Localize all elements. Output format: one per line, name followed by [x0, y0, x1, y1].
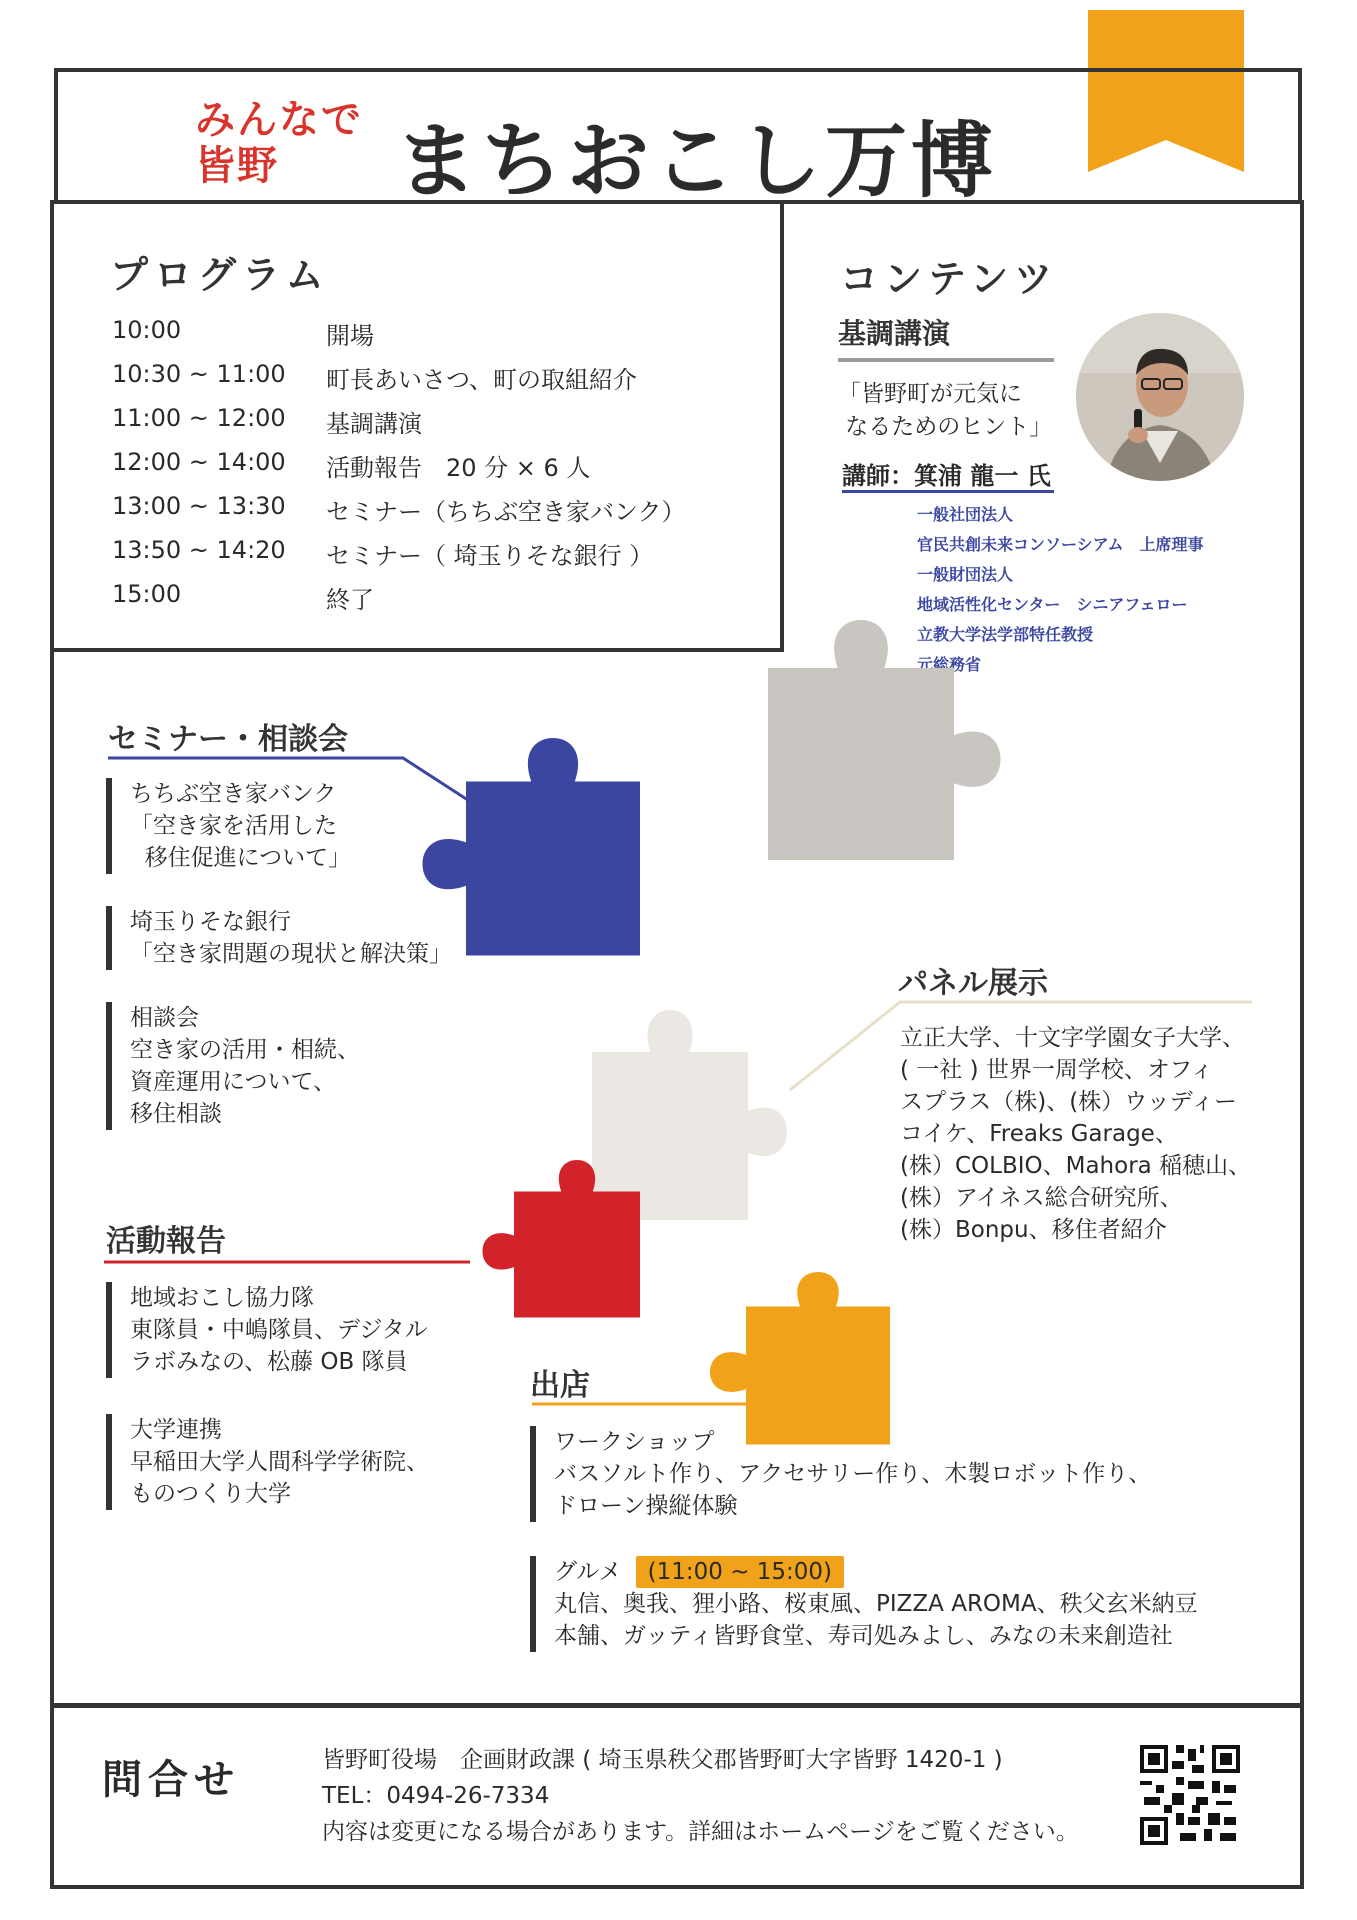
- contact-note: 内容は変更になる場合があります。詳細はホームページをご覧ください。: [322, 1819, 1079, 1845]
- contact-tel: TEL：0494-26-7334: [322, 1783, 550, 1809]
- workshop-text: バスソルト作り、アクセサリー作り、木製ロボット作り、 ドローン操縦体験: [554, 1461, 1152, 1519]
- page-title: まちおこし万博: [395, 114, 998, 209]
- activity-item: 地域おこし協力隊 東隊員・中嶋隊員、デジタル ラボみなの、松藤 OB 隊員: [106, 1282, 428, 1378]
- contact-details: [322, 1742, 1079, 1850]
- program-time: 13:50 ~ 14:20: [112, 536, 286, 564]
- program-time: 15:00: [112, 580, 182, 608]
- program-time: 10:00: [112, 316, 182, 344]
- program-item: セミナー（ちちぶ空き家バンク）: [326, 498, 686, 526]
- puzzle-piece-icon: [768, 620, 1001, 860]
- program-heading: プログラム: [110, 253, 330, 297]
- contact-address: 皆野町役場 企画財政課 ( 埼玉県秩父郡皆野町大字皆野 1420-1 ): [322, 1747, 1003, 1773]
- seminar-item: 埼玉りそな銀行 「空き家問題の現状と解決策」: [106, 906, 452, 970]
- seminar-item: 相談会 空き家の活用・相続、 資産運用について、 移住相談: [106, 1002, 360, 1130]
- program-item: 町長あいさつ、町の取組紹介: [326, 366, 638, 394]
- gourmet-time: (11:00 ~ 15:00): [636, 1556, 844, 1588]
- gourmet-block: [530, 1556, 1198, 1652]
- puzzle-piece-icon: [710, 1272, 890, 1445]
- workshop-label: ワークショップ: [554, 1429, 715, 1455]
- panel-heading: パネル展示: [898, 966, 1048, 1001]
- gourmet-label: グルメ: [554, 1559, 622, 1585]
- puzzle-piece-icon: [423, 738, 641, 956]
- keynote-label: 基調講演: [838, 317, 951, 350]
- lecturer-name: 講師：箕浦 龍一 氏: [842, 462, 1051, 490]
- program-time: 10:30 ~ 11:00: [112, 360, 286, 388]
- program-time: 12:00 ~ 14:00: [112, 448, 286, 476]
- program-time: 13:00 ~ 13:30: [112, 492, 286, 520]
- lecturer-credentials: 一般社団法人 官民共創未来コンソーシアム 上席理事 一般財団法人 地域活性化センター シニアフェロー 立教大学法学部特任教授 元総務省: [917, 505, 1204, 674]
- panel-exhibitors: 立正大学、十文字学園女子大学、 ( 一社 ) 世界一周学校、オフィ スプラス（株)、(株）ウッディー コイケ、Freaks Garage、 (株）COLBIO、Mahora 稲穂山、 (株）アイネス総合研究所、 (株）Bonpu、移住者紹介: [900, 1025, 1252, 1243]
- speech-title: 「皆野町が元気に なるためのヒント」: [838, 381, 1053, 440]
- shop-heading: 出店: [530, 1368, 590, 1403]
- program-item: 活動報告 20 分 × 6 人: [326, 454, 591, 482]
- gourmet-text: 丸信、奥我、狸小路、桜東風、PIZZA AROMA、秩父玄米納豆 本舗、ガッティ皆野食堂、寿司処みよし、みなの未来創造社: [554, 1591, 1198, 1649]
- puzzle-piece-icon: [592, 1010, 787, 1220]
- qr-code-icon[interactable]: [1140, 1745, 1240, 1845]
- program-time: 11:00 ~ 12:00: [112, 404, 286, 432]
- catch-line-2: 皆野: [195, 143, 279, 189]
- activity-heading: 活動報告: [106, 1224, 226, 1259]
- catch-line-1: みんなで: [195, 97, 363, 143]
- seminar-heading: セミナー・相談会: [108, 722, 348, 757]
- program-item: 終了: [326, 586, 374, 614]
- contents-heading: コンテンツ: [840, 257, 1059, 301]
- contact-heading: 問合せ: [102, 1757, 240, 1803]
- activity-item: 大学連携 早稲田大学人間科学学術院、 ものつくり大学: [106, 1414, 429, 1510]
- program-item: 開場: [326, 322, 374, 350]
- program-item: セミナー（ 埼玉りそな銀行 ）: [326, 542, 654, 570]
- seminar-item: ちちぶ空き家バンク 「空き家を活用した 移住促進について」: [106, 778, 351, 874]
- program-item: 基調講演: [326, 410, 422, 438]
- workshop-block: [530, 1426, 1151, 1522]
